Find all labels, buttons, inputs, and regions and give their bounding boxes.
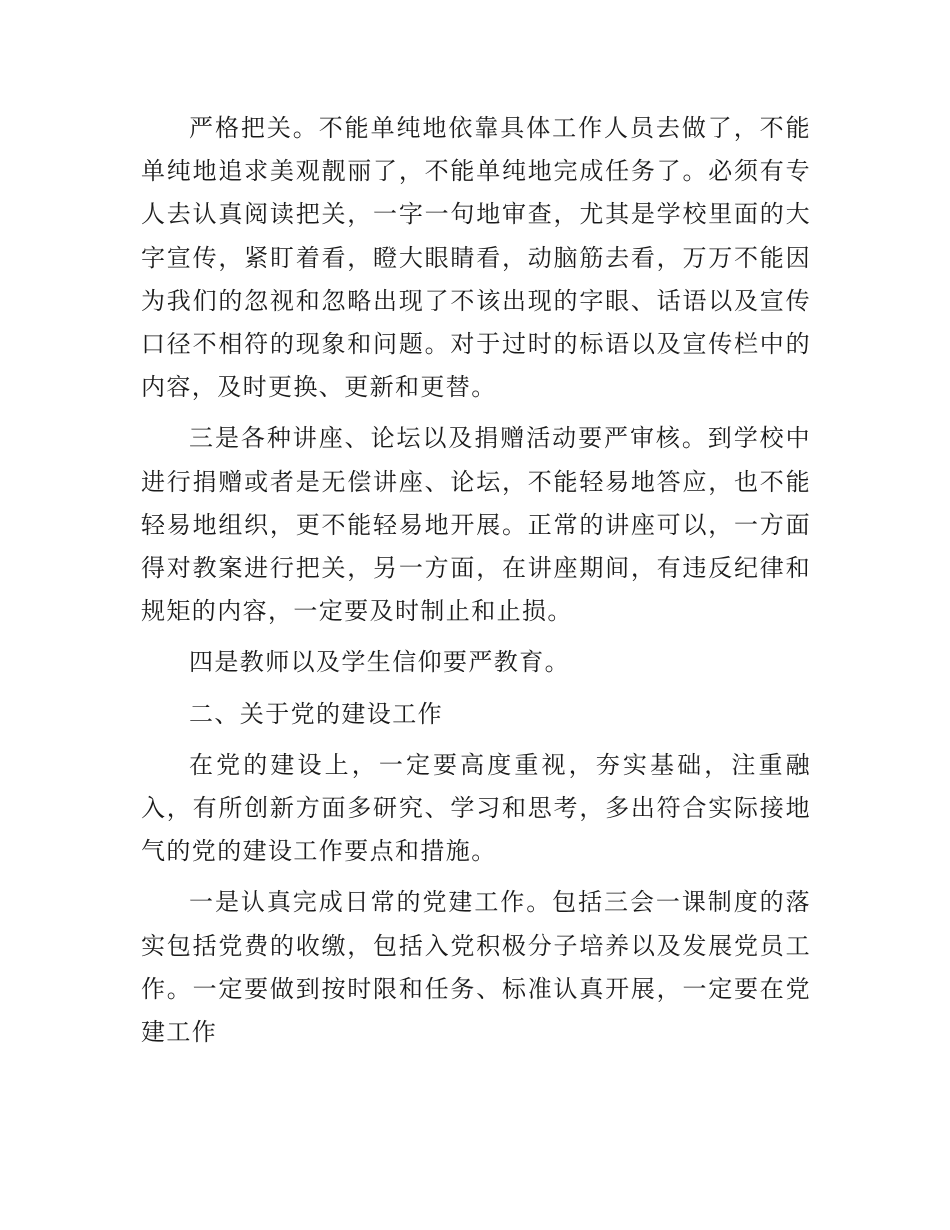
document-body xyxy=(141,107,811,1054)
section-heading-party-building: 二、关于党的建设工作 xyxy=(189,699,443,728)
paragraph-lectures-forums: 三是各种讲座、论坛以及捐赠活动要严审核。到学校中进行捐赠或者是无偿讲座、论坛，不能轻易地答应，也不能轻易地组织，更不能轻易地开展。正常的讲座可以，一方面得对教案进行把关，另一方面，在讲座期间，有违反纪律和规矩的内容，一定要及时制止和止损。 xyxy=(141,424,811,626)
paragraph-review-checks: 严格把关。不能单纯地依靠具体工作人员去做了，不能单纯地追求美观靓丽了，不能单纯地完成任务了。必须有专人去认真阅读把关，一字一句地审查，尤其是学校里面的大字宣传，紧盯着看，瞪大眼睛看，动脑筋去看，万万不能因为我们的忽视和忽略出现了不该出现的字眼、话语以及宣传口径不相符的现象和问题。对于过时的标语以及宣传栏中的内容，及时更换、更新和更替。 xyxy=(141,114,811,402)
paragraph-daily-party-work: 一是认真完成日常的党建工作。包括三会一课制度的落实包括党费的收缴，包括入党积极分子培养以及发展党员工作。一定要做到按时限和任务、标准认真开展，一定要在党建工作 xyxy=(141,888,811,1047)
paragraph-party-building-intro: 在党的建设上，一定要高度重视，夯实基础，注重融入，有所创新方面多研究、学习和思考，多出符合实际接地气的党的建设工作要点和措施。 xyxy=(141,750,811,866)
paragraph-beliefs-education: 四是教师以及学生信仰要严教育。 xyxy=(189,648,570,677)
